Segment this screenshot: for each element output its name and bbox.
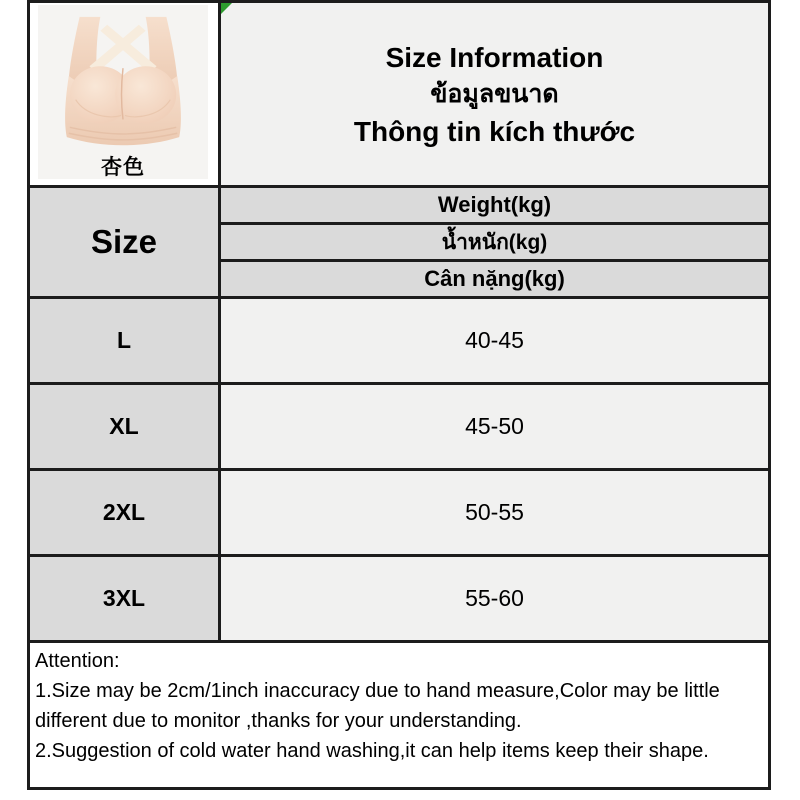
attention-line: different due to monitor ,thanks for your understanding. [35,710,522,732]
bra-product-image [43,11,203,149]
product-color-label: 杏色 [101,156,145,179]
table-row [29,384,770,470]
attention-heading: Attention: [35,650,120,672]
size-column-header: Size [29,187,220,298]
size-table [27,0,771,643]
weight-header-vietnamese: Cân nặng(kg) [220,261,770,298]
table-row [29,556,770,642]
weight-header-thai: น้ำหนัก(kg) [220,224,770,261]
title-thai: ข้อมูลขนาด [430,79,559,108]
size-label-2xl: 2XL [29,470,220,556]
corner-marker-icon [221,3,232,14]
weight-value-l: 40-45 [220,298,770,384]
attention-line: 1.Size may be 2cm/1inch inaccuracy due to hand measure,Color may be little [35,680,720,702]
size-chart-sheet [27,0,771,790]
weight-header-english: Weight(kg) [220,187,770,224]
attention-note-box [27,640,771,790]
weight-value-2xl: 50-55 [220,470,770,556]
title-english: Size Information [385,41,604,73]
product-image-cell [29,2,220,187]
title-vietnamese: Thông tin kích thước [353,115,636,147]
attention-line: 2.Suggestion of cold water hand washing,it can help items keep their shape. [35,740,709,762]
title-cell [220,2,770,187]
table-row-title [29,2,770,187]
table-row [29,470,770,556]
table-row-header-en [29,187,770,224]
size-label-l: L [29,298,220,384]
size-label-xl: XL [29,384,220,470]
size-label-3xl: 3XL [29,556,220,642]
weight-value-3xl: 55-60 [220,556,770,642]
weight-value-xl: 45-50 [220,384,770,470]
table-row [29,298,770,384]
product-photo [38,5,208,179]
